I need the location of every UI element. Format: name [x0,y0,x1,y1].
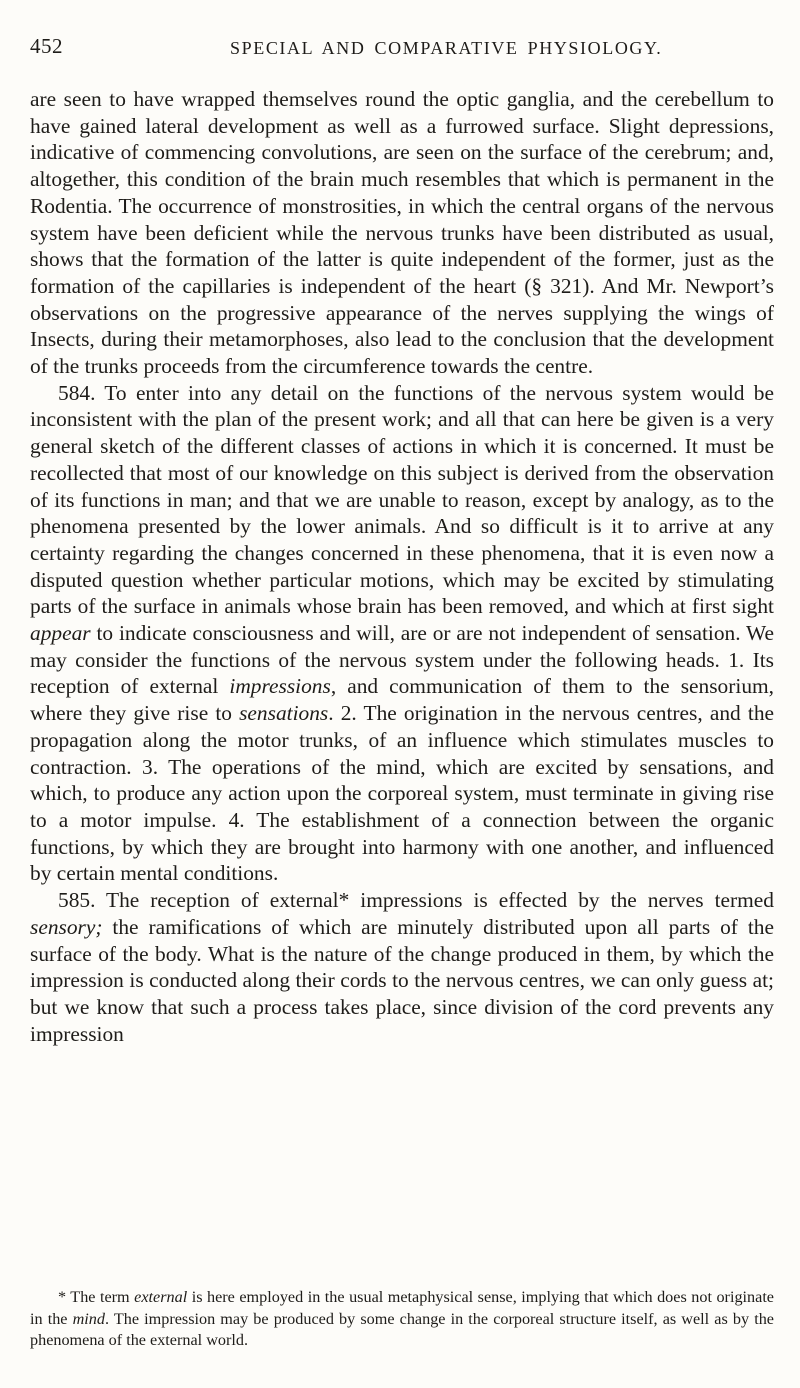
text-run: 584. To enter into any detail on the functions of the nervous system would be inconsistent with the plan of the present work; and all that can here be given is a very general sketch of the different classes of actions in which it is concerned. It must be recollected that most of our knowledge on this subject is derived from the observation of its functions in man; and that we are unable to reason, except by analogy, as to the phenomena presented by the lower animals. And so difficult is it to arrive at any certainty regarding the changes concerned in these phenomena, that it is even now a disputed question whether particular motions, which may be excited by stimulating parts of the surface in animals whose brain has been removed, and which at first sight [30,380,774,619]
text-run: to indicate consciousness and will, are or are not independent of sensation. We may consider the functions of the nervous system under the following heads. 1. Its reception of external [30,621,774,699]
text-run: . 2. The origination in the nervous centres, and the propagation along the motor trunks, of an influence which stimulates muscles to contraction. 3. The operations of the mind, which are excited by sensations, and which, to produce any action upon the corporeal system, must terminate in giving rise to a motor impulse. 4. The establishment of a connection between the organic functions, by which they are brought into harmony with one another, and influenced by certain mental conditions. [30,701,775,886]
emphasis: appear [30,621,91,646]
paragraph-585 [30,887,774,1047]
paragraph [30,86,774,380]
text-run: 585. The reception of external* impressions is effected by the nerves termed [58,888,774,913]
running-head: SPECIAL AND COMPARATIVE PHYSIOLOGY. [230,38,663,58]
text-run: is here employed in the usual metaphysical sense, implying that which does not originate in the [30,1288,774,1328]
emphasis: sensations [239,701,329,726]
paragraph-584 [30,380,774,887]
page-number: 452 [30,34,63,58]
emphasis: impressions [229,674,331,699]
footnote-text [30,1287,774,1352]
emphasis: external [134,1288,188,1306]
text-run: * The term [58,1288,135,1306]
footnote [30,1287,774,1352]
text-run: are seen to have wrapped themselves round the optic ganglia, and the cerebellum to have gained lateral development as well as a furrowed surface. Slight depressions, indicative of commencing convolutions, are seen on the surface of the cerebrum; and, altogether, this condition of the brain much resembles that which is permanent in the Rodentia. The occurrence of monstrosities, in which the central organs of the nervous system have been deficient while the nervous trunks have been distributed as usual, shows that the formation of the latter is quite independent of the former, just as the formation of the capillaries is independent of the heart (§ 321). And Mr. Newport’s observations on the progressive appearance of the nerves supplying the wings of Insects, during their metamorphoses, also lead to the conclusion that the development of the trunks proceeds from the circumference towards the centre. [30,87,774,379]
text-run: . The impression may be produced by some change in the corporeal structure itself, as well as by the phenomena of the external world. [30,1309,774,1349]
emphasis: sensory; [30,914,103,939]
text-run: , and communication of them to the sensorium, where they give rise to [30,674,774,726]
body-text [30,86,774,1047]
emphasis: mind [72,1309,105,1328]
text-run: the ramifications of which are minutely distributed upon all parts of the surface of the body. What is the nature of the change produced in them, by which the impression is conducted along their cords to the nervous centres, we can only guess at; but we know that such a process takes place, since division of the cord prevents any impression [30,914,774,1046]
